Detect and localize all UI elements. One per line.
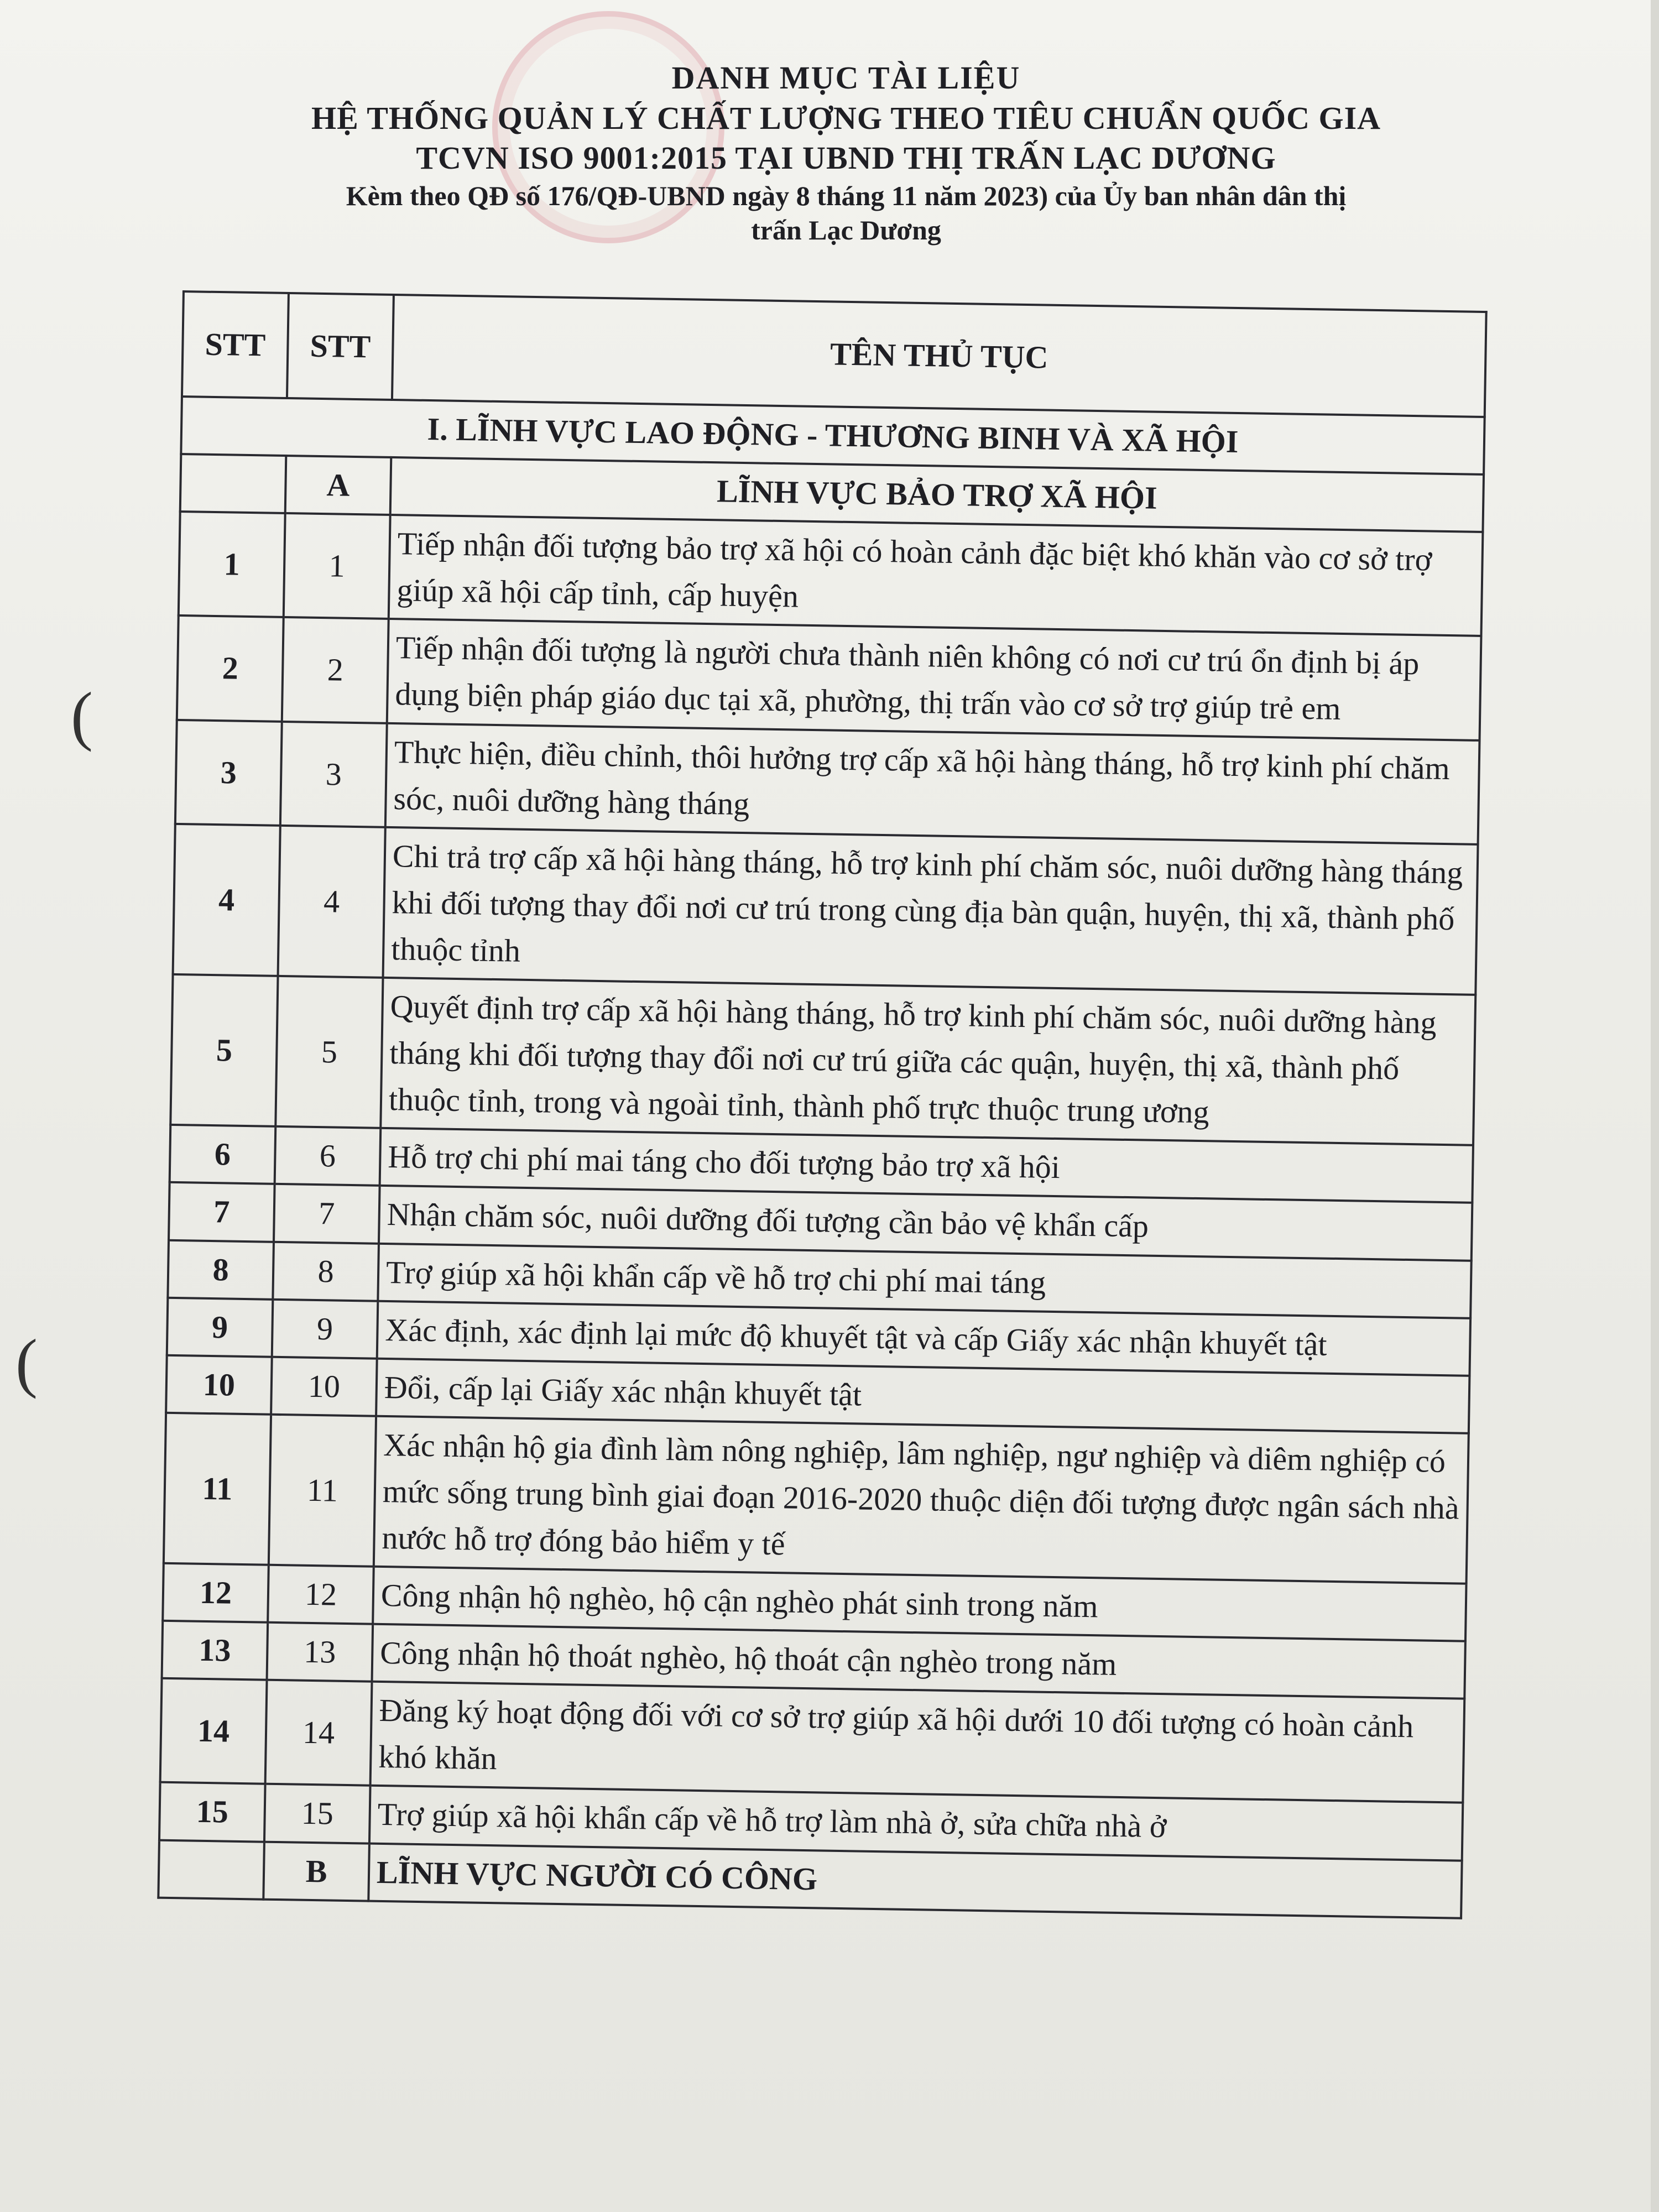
row-stt-2: 4 [278, 826, 385, 978]
row-stt-2: 9 [272, 1299, 378, 1358]
group-code: B [263, 1841, 369, 1901]
row-procedure-name: Xác nhận hộ gia đình làm nông nghiệp, lâm nghiệp, ngư nghiệp và diêm nghiệp có mức sống trung bình giai đoạn 2016-2020 thuộc diện đối tượng được ngân sách nhà nước hỗ trợ đóng bảo hiểm y tế [374, 1416, 1469, 1584]
row-stt-1: 15 [159, 1782, 265, 1841]
row-procedure-name: Tiếp nhận đối tượng bảo trợ xã hội có hoàn cảnh đặc biệt khó khăn vào cơ sở trợ giúp xã hội cấp tỉnh, cấp huyện [389, 515, 1483, 636]
row-procedure-name: Quyết định trợ cấp xã hội hàng tháng, hỗ trợ kinh phí chăm sóc, nuôi dưỡng hàng tháng khi đối tượng thay đổi nơi cư trú giữa các quận, huyện, thị xã, thành phố thuộc tỉnh, trong và ngoài tỉnh, thành phố trực thuộc trung ương [380, 978, 1475, 1145]
header-stt-2: STT [287, 293, 394, 400]
row-procedure-name: Xác định, xác định lại mức độ khuyết tật và cấp Giấy xác nhận khuyết tật [377, 1301, 1470, 1375]
pen-mark: ( [71, 679, 93, 752]
row-stt-1: 5 [170, 974, 278, 1126]
row-stt-2: 5 [275, 976, 383, 1128]
row-stt-1: 10 [166, 1355, 272, 1414]
group-code: A [285, 456, 392, 515]
row-stt-2: 12 [268, 1565, 374, 1624]
row-procedure-name: Đăng ký hoạt động đối với cơ sở trợ giúp xã hội dưới 10 đối tượng có hoàn cảnh khó khăn [371, 1682, 1465, 1803]
row-stt-2: 14 [265, 1680, 372, 1786]
row-procedure-name: Chi trả trợ cấp xã hội hàng tháng, hỗ trợ kinh phí chăm sóc, nuôi dưỡng hàng tháng khi đối tượng thay đổi nơi cư trú trong cùng địa bàn quận, huyện, thị xã, thành phố thuộc tỉnh [383, 827, 1478, 995]
row-stt-2: 7 [274, 1184, 380, 1243]
doc-title: DANH MỤC TÀI LIỆU [671, 60, 1021, 96]
table-body [159, 512, 1483, 1860]
row-stt-1: 9 [167, 1297, 273, 1357]
doc-reference-cont: trấn Lạc Dương [751, 215, 941, 246]
header-stt-1: STT [182, 291, 289, 398]
row-stt-1: 3 [175, 719, 282, 825]
row-procedure-name: Trợ giúp xã hội khẩn cấp về hỗ trợ làm nhà ở, sửa chữa nhà ở [369, 1786, 1463, 1860]
row-stt-2: 11 [269, 1415, 376, 1567]
table-row [164, 1413, 1469, 1584]
row-stt-1: 6 [170, 1125, 276, 1184]
empty-cell [158, 1840, 264, 1899]
row-stt-1: 8 [168, 1240, 274, 1299]
row-procedure-name: Tiếp nhận đối tượng là người chưa thành niên không có nơi cư trú ổn định bị áp dụng biện pháp giáo dục tại xã, phường, thị trấn vào cơ sở trợ giúp trẻ em [387, 619, 1481, 740]
table-row [173, 824, 1478, 995]
table-row [177, 615, 1481, 740]
doc-subtitle-1: HỆ THỐNG QUẢN LÝ CHẤT LƯỢNG THEO TIÊU CHUẨN QUỐC GIA [311, 100, 1381, 136]
row-stt-1: 12 [163, 1563, 269, 1623]
table-row [170, 974, 1475, 1145]
row-stt-1: 13 [162, 1621, 268, 1680]
row-stt-1: 14 [160, 1678, 267, 1784]
row-stt-2: 2 [282, 617, 389, 723]
document-header [199, 58, 1493, 248]
doc-subtitle-2: TCVN ISO 9001:2015 TẠI UBND THỊ TRẤN LẠC DƯƠNG [416, 140, 1276, 176]
row-procedure-name: Trợ giúp xã hội khẩn cấp về hỗ trợ chi phí mai táng [378, 1243, 1471, 1318]
table-row [179, 512, 1483, 636]
row-stt-2: 15 [264, 1784, 371, 1843]
table-row [160, 1678, 1465, 1803]
row-stt-2: 8 [273, 1241, 379, 1301]
empty-cell [180, 454, 286, 513]
table-header-row [182, 291, 1486, 417]
doc-reference: Kèm theo QĐ số 176/QĐ-UBND ngày 8 tháng 11 năm 2023) của Ủy ban nhân dân thị [346, 180, 1347, 211]
row-procedure-name: Công nhận hộ nghèo, hộ cận nghèo phát sinh trong năm [373, 1567, 1466, 1641]
pen-mark: ( [15, 1326, 38, 1399]
group-title: LĨNH VỰC BẢO TRỢ XÃ HỘI [390, 457, 1484, 532]
row-procedure-name: Thực hiện, điều chỉnh, thôi hưởng trợ cấp xã hội hàng tháng, hỗ trợ kinh phí chăm sóc, nuôi dưỡng hàng tháng [385, 723, 1480, 844]
section-title: I. LĨNH VỰC LAO ĐỘNG - THƯƠNG BINH VÀ XÃ HỘI [181, 397, 1484, 474]
row-stt-1: 4 [173, 824, 280, 976]
row-procedure-name: Nhận chăm sóc, nuôi dưỡng đối tượng cần bảo vệ khẩn cấp [379, 1186, 1472, 1260]
row-procedure-name: Hỗ trợ chi phí mai táng cho đối tượng bảo trợ xã hội [380, 1128, 1473, 1203]
header-procedure-name: TÊN THỦ TỤC [392, 295, 1486, 417]
row-stt-2: 13 [267, 1623, 373, 1682]
group-title: LĨNH VỰC NGƯỜI CÓ CÔNG [368, 1843, 1462, 1918]
row-procedure-name: Đổi, cấp lại Giấy xác nhận khuyết tật [376, 1358, 1469, 1433]
page-edge [1651, 0, 1659, 2212]
row-stt-1: 11 [164, 1413, 271, 1565]
row-stt-2: 1 [284, 513, 390, 619]
row-stt-1: 7 [169, 1182, 275, 1241]
row-procedure-name: Công nhận hộ thoát nghèo, hộ thoát cận nghèo trong năm [372, 1624, 1465, 1699]
row-stt-2: 6 [275, 1126, 381, 1186]
row-stt-2: 3 [280, 721, 387, 827]
table-row [175, 719, 1480, 844]
row-stt-2: 10 [271, 1357, 377, 1416]
row-stt-1: 2 [177, 615, 284, 721]
row-stt-1: 1 [179, 512, 285, 617]
procedure-table [157, 290, 1487, 1919]
